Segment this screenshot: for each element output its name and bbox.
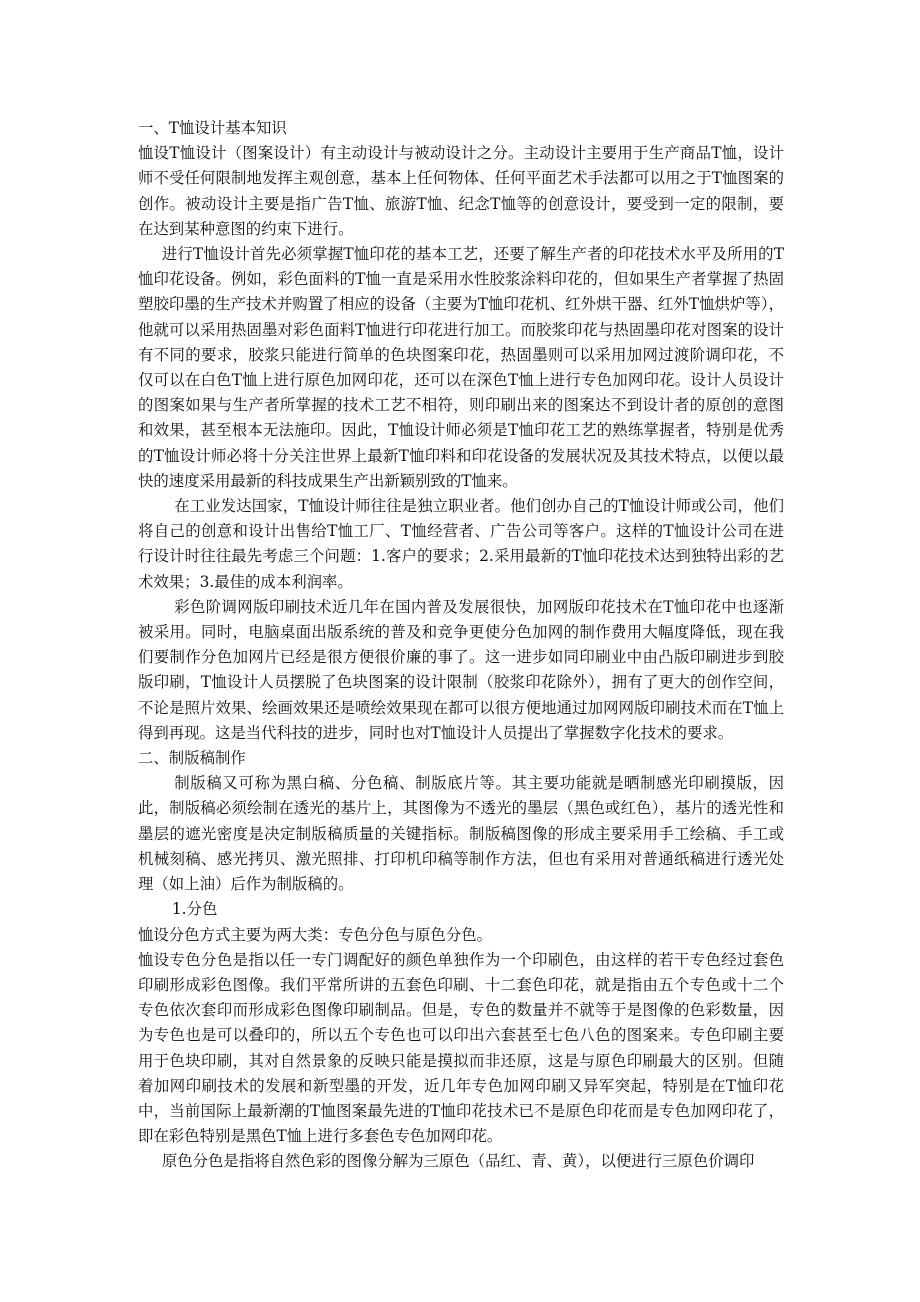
paragraph-plate-intro: 制版稿又可称为黑白稿、分色稿、制版底片等。其主要功能就是晒制感光印刷摸版，因此，制版稿必须绘制在透光的基片上，其图像为不透光的墨层（黑色或红色），基片的透光性和墨层的遮光密度是决定制版稿质量的关键指标。制版稿图像的形成主要采用手工绘稿、手工或机械刻稿、感光拷贝、激光照排、打印机印稿等制作方法，但也有采用对普通纸稿进行透光处理（如上油）后作为制版稿的。 <box>138 774 784 894</box>
paragraph-halftone-technology: 彩色阶调网版印刷技术近几年在国内普及发展很快，加网版印花技术在T恤印花中也逐渐被采用。同时，电脑桌面出版系统的普及和竞争更使分色加网的制作费用大幅度降低，现在我们要制作分色加网片已经是很方便很价廉的事了。这一进步如同印刷业中由凸版印刷进步到胶版印刷，T恤设计人员摆脱了色块图案的设计限制（胶浆印花除外），拥有了更大的创作空间，不论是照片效果、绘画效果还是喷绘效果现在都可以很方便地通过加网网版印刷技术而在T恤上得到再现。这是当代科技的进步，同时也对T恤设计人员提出了掌握数字化技术的要求。 <box>138 597 784 742</box>
paragraph-process-color: 原色分色是指将自然色彩的图像分解为三原色（品红、青、黄），以便进行三原色价调印 <box>161 1152 755 1171</box>
paragraph-separation-modes: 恤设分色方式主要为两大类：专色分色与原色分色。 <box>138 925 492 944</box>
section-heading-tshirt-basics: 一、T恤设计基本知识 <box>138 119 287 137</box>
paragraph-spot-color: 恤设专色分色是指以任一专门调配好的颜色单独作为一个印刷色，由这样的若干专色经过套色印刷形成彩色图像。我们平常所讲的五套色印刷、十二套色印花，就是指由五个专色或十二个专色依次套印而形成彩色图像印刷制品。但是，专色的数量并不就等于是图像的色彩数量，因为专色也是可以叠印的，所以五个专色也可以印出六套甚至七色八色的图案来。专色印刷主要用于色块印刷，其对自然景象的反映只能是摸拟而非还原，这是与原色印刷最大的区别。但随着加网印刷技术的发展和新型墨的开发，近几年专色加网印刷又异军突起，特别是在T恤印花中，当前国际上最新潮的T恤图案最先进的T恤印花技术已不是原色印花而是专色加网印花了，即在彩色特别是黑色T恤上进行多套色专色加网印花。 <box>138 950 784 1146</box>
subheading-color-separation: 1.分色 <box>171 900 218 919</box>
section-heading-plate-making: 二、制版稿制作 <box>138 749 246 768</box>
paragraph-printing-process: 进行T恤设计首先必须掌握T恤印花的基本工艺，还要了解生产者的印花技术水平及所用的T恤印花设备。例如，彩色面料的T恤一直是采用水性胶浆涂料印花的，但如果生产者掌握了热固塑胶印墨的生产技术并购置了相应的设备（主要为T恤印花机、红外烘干器、红外T恤烘炉等），他就可以采用热固墨对彩色面料T恤进行印花进行加工。而胶浆印花与热固墨印花对图案的设计有不同的要求，胶浆只能进行简单的色块图案印花，热固墨则可以采用加网过渡阶调印花，不仅可以在白色T恤上进行原色加网印花，还可以在深色T恤上进行专色加网印花。设计人员设计的图案如果与生产者所掌握的技术工艺不相符，则印刷出来的图案达不到设计者的原创的意图和效果，甚至根本无法施印。因此，T恤设计师必须是T恤印花工艺的熟练掌握者，特别是优秀的T恤设计师必将十分关注世界上最新T恤印料和印花设备的发展状况及其技术特点，以便以最快的速度采用最新的科技成果生产出新颖别致的T恤来。 <box>138 245 784 490</box>
paragraph-design-types: 恤设T恤设计（图案设计）有主动设计与被动设计之分。主动设计主要用于生产商品T恤，设计师不受任何限制地发挥主观创意，基本上任何物体、任何平面艺术手法都可以用之于T恤图案的创作。被动设计主要是指广告T恤、旅游T恤、纪念T恤等的创意设计，要受到一定的限制，要在达到某种意图的约束下进行。 <box>138 144 784 238</box>
paragraph-industry-designers: 在工业发达国家，T恤设计师往往是独立职业者。他们创办自己的T恤设计师或公司，他们将自己的创意和设计出售给T恤工厂、T恤经营者、广告公司等客户。这样的T恤设计公司在进行设计时往往最先考虑三个问题：1.客户的要求；2.采用最新的T恤印花技术达到独特出彩的艺术效果；3.最佳的成本利润率。 <box>138 497 784 591</box>
document-page <box>138 116 784 1175</box>
